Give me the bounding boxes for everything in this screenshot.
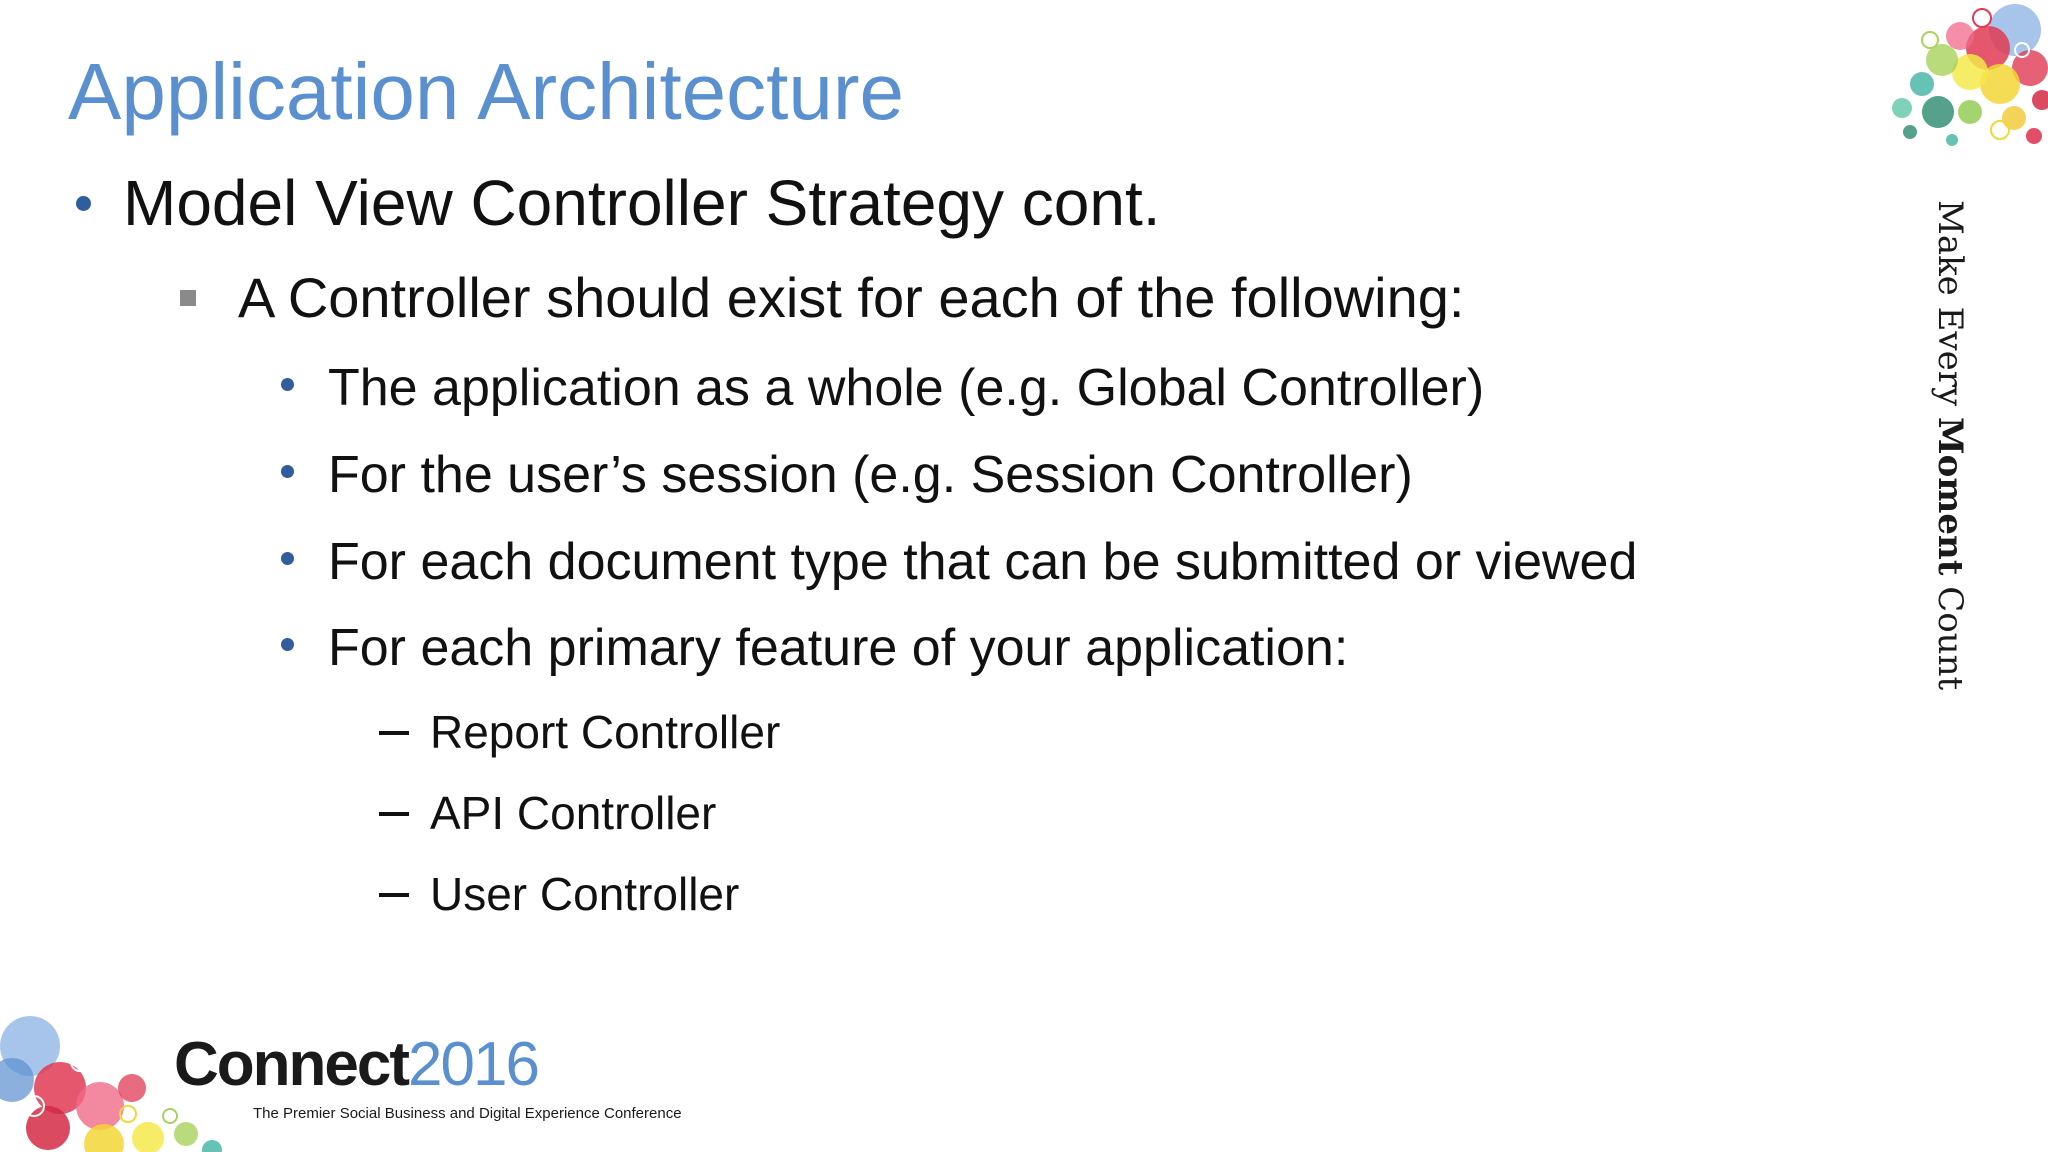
tagline-part2: Count [1930,575,1970,691]
logo-connect: Connect [174,1030,408,1099]
tagline-bold: Moment [1930,417,1970,576]
logo-year: 2016 [408,1030,538,1099]
tagline [1930,200,1970,690]
bullet-level4-text: Report Controller [430,706,781,758]
connect-logo [174,1030,538,1100]
tagline-part1: Make Every [1930,200,1970,418]
dash-icon [379,812,409,816]
bullet-dot-icon [281,638,294,651]
decorative-bubbles-icon [1810,0,2048,170]
bullet-dot-icon [76,196,91,211]
bullet-level4-text: API Controller [430,787,717,839]
bullet-level2-text: A Controller should exist for each of the following: [238,266,1465,329]
bullet-level3-text: For the user’s session (e.g. Session Controller) [328,446,1413,504]
dash-icon [379,893,409,897]
bullet-level1-text: Model View Controller Strategy cont. [123,167,1161,239]
bullet-dot-icon [281,552,294,565]
bullet-square-icon [180,290,196,306]
bullet-level4-text: User Controller [430,868,740,920]
bullet-dot-icon [281,465,294,478]
bullet-level3-text: For each document type that can be submitted or viewed [328,533,1638,591]
slide-title: Application Architecture [68,47,905,136]
logo-subtitle: The Premier Social Business and Digital Experience Conference [253,1105,682,1122]
bullet-level3-text: The application as a whole (e.g. Global Controller) [328,359,1485,417]
bullet-dot-icon [281,378,294,391]
dash-icon [379,731,409,735]
bullet-level3-text: For each primary feature of your application: [328,619,1349,677]
